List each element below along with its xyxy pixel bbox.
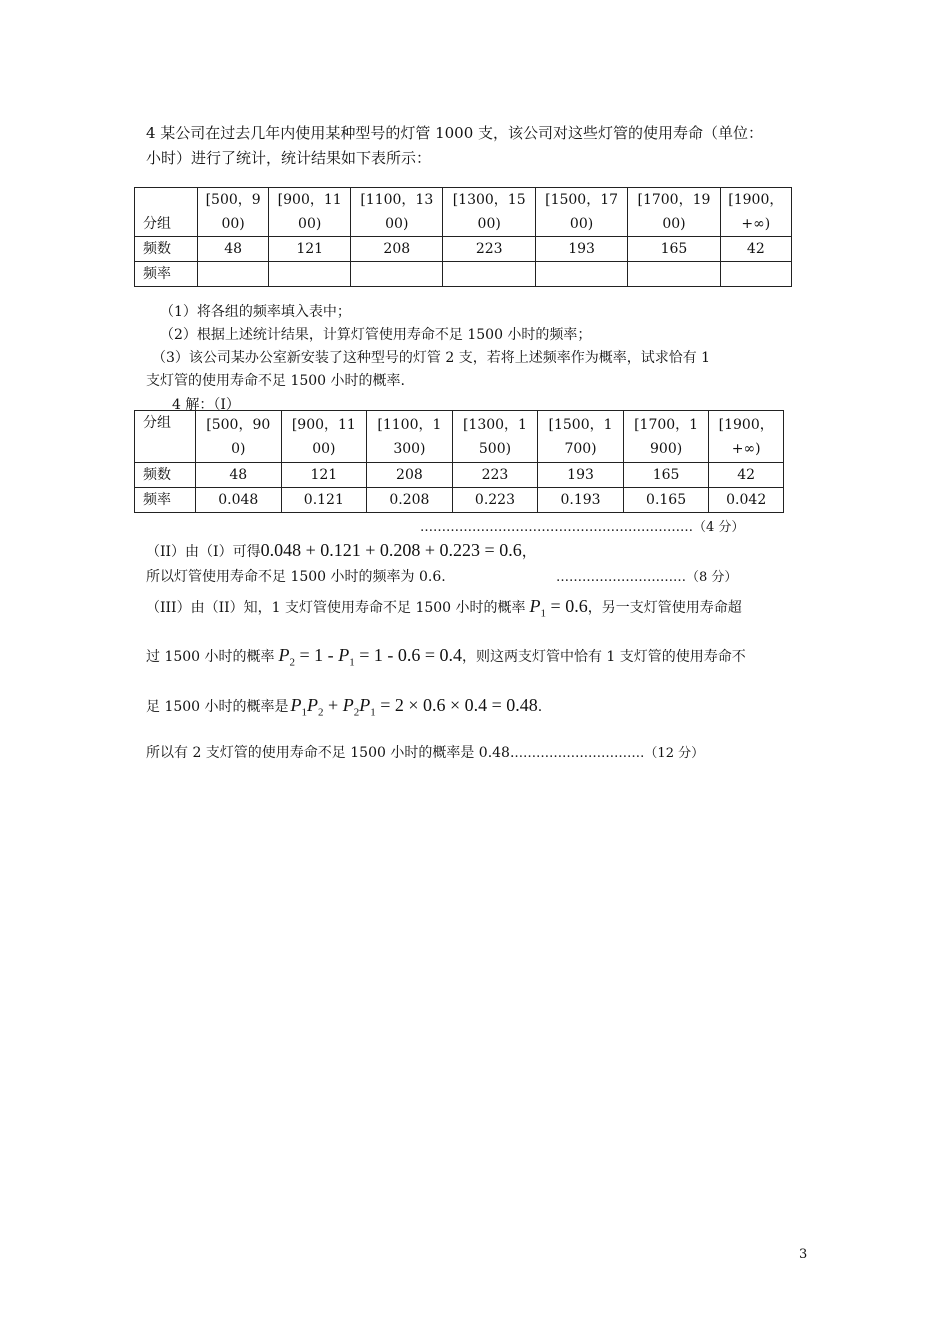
problem-table-header-label: 分组 xyxy=(135,188,198,237)
cell: 0.048 xyxy=(196,488,282,513)
problem-table-rate-row xyxy=(135,262,792,287)
solution-table-group: [1100，1 300) xyxy=(367,411,453,463)
cell: 0.165 xyxy=(623,488,709,513)
part3-line3-prefix: 足 1500 小时的概率是 xyxy=(146,699,289,715)
part3-p1-formula: $P_1 = 0.6$ xyxy=(529,596,588,620)
problem-table-group: [1700，19 00) xyxy=(628,188,720,237)
score-4: ………………………………………………………（4 分） xyxy=(420,520,745,535)
empty-cell xyxy=(628,262,720,287)
row-label: 频数 xyxy=(135,237,198,262)
empty-cell xyxy=(443,262,535,287)
problem-table xyxy=(134,187,792,287)
solution-table-group: [1700，1 900) xyxy=(623,411,709,463)
cell: 165 xyxy=(628,237,720,262)
part2-prefix: （II）由（I）可得 xyxy=(146,544,261,560)
score-12: …………………………（12 分） xyxy=(514,746,705,761)
problem-table-group: [500，9 00) xyxy=(198,188,269,237)
part3-line3-suffix: . xyxy=(537,699,543,715)
problem-table-group: [900，11 00) xyxy=(269,188,351,237)
solution-table-rate-row xyxy=(135,488,784,513)
part3-line3 xyxy=(146,695,542,719)
cell: 121 xyxy=(269,237,351,262)
solution-table-group: [900，11 00) xyxy=(281,411,367,463)
part3-line2 xyxy=(146,645,746,669)
part3-line1 xyxy=(146,596,742,620)
part3-line2-formula: $P_2 = 1 - P_1 = 1 - 0.6 = 0.4$ xyxy=(278,645,462,669)
cell: 0.042 xyxy=(709,488,784,513)
row-label: 频率 xyxy=(135,262,198,287)
solution-table-group: [500，90 0) xyxy=(196,411,282,463)
empty-cell xyxy=(720,262,791,287)
problem-intro-line1: 4 某公司在过去几年内使用某种型号的灯管 1000 支，该公司对这些灯管的使用寿命（单位： xyxy=(146,124,764,142)
empty-cell xyxy=(535,262,627,287)
part2-formula: 0.048 + 0.121 + 0.208 + 0.223 = 0.6 xyxy=(260,540,522,560)
cell: 223 xyxy=(443,237,535,262)
score-8: …………………………（8 分） xyxy=(556,570,738,585)
conclusion-text: 所以有 2 支灯管的使用寿命不足 1500 小时的概率是 0.48. xyxy=(146,745,515,761)
cell: 0.193 xyxy=(538,488,624,513)
question-1: （1）将各组的频率填入表中； xyxy=(160,304,351,320)
part3-line1-suffix: ，另一支灯管使用寿命超 xyxy=(587,600,742,616)
problem-table-group-row xyxy=(135,188,792,237)
part2-line2: 所以灯管使用寿命不足 1500 小时的频率为 0.6. xyxy=(146,569,446,585)
cell: 0.208 xyxy=(367,488,453,513)
cell: 42 xyxy=(709,463,784,488)
part2-line1 xyxy=(146,540,537,561)
empty-cell xyxy=(269,262,351,287)
solution-table-group: [1500，1 700) xyxy=(538,411,624,463)
part3-line2-suffix: ，则这两支灯管中恰有 1 支灯管的使用寿命不 xyxy=(461,649,746,665)
solution-table xyxy=(134,410,784,513)
question-3-line2: 支灯管的使用寿命不足 1500 小时的概率. xyxy=(146,373,405,389)
question-3-line1: （3）该公司某办公室新安装了这种型号的灯管 2 支，若将上述频率作为概率，试求恰有 1 xyxy=(152,350,711,366)
problem-intro-line2: 小时）进行了统计，统计结果如下表所示： xyxy=(146,149,432,167)
solution-heading: 4 解：（I） xyxy=(172,397,240,413)
page-number: 3 xyxy=(799,1247,808,1262)
empty-cell xyxy=(198,262,269,287)
solution-table-group: [1900， +∞) xyxy=(709,411,784,463)
part3-line3-formula: $P_1P_2 + P_2P_1 = 2 \times 0.6 \times 0.4 = 0.48$ xyxy=(290,695,538,719)
cell: 121 xyxy=(281,463,367,488)
cell: 208 xyxy=(367,463,453,488)
cell: 0.223 xyxy=(452,488,538,513)
question-2: （2）根据上述统计结果，计算灯管使用寿命不足 1500 小时的频率； xyxy=(160,327,592,343)
cell: 193 xyxy=(535,237,627,262)
cell: 223 xyxy=(452,463,538,488)
part2-suffix: ， xyxy=(521,542,537,560)
cell: 165 xyxy=(623,463,709,488)
row-label: 频率 xyxy=(135,488,196,513)
empty-cell xyxy=(351,262,443,287)
cell: 193 xyxy=(538,463,624,488)
conclusion xyxy=(146,742,704,762)
problem-table-group: [1900， +∞) xyxy=(720,188,791,237)
part3-line1-prefix: （III）由（II）知，1 支灯管使用寿命不足 1500 小时的概率 xyxy=(146,600,526,616)
cell: 208 xyxy=(351,237,443,262)
solution-table-header-label: 分组 xyxy=(135,411,196,463)
cell: 0.121 xyxy=(281,488,367,513)
problem-table-group: [1500，17 00) xyxy=(535,188,627,237)
part3-line2-prefix: 过 1500 小时的概率 xyxy=(146,649,275,665)
solution-table-frequency-row xyxy=(135,463,784,488)
problem-table-frequency-row xyxy=(135,237,792,262)
cell: 42 xyxy=(720,237,791,262)
row-label: 频数 xyxy=(135,463,196,488)
cell: 48 xyxy=(196,463,282,488)
problem-table-group: [1300，15 00) xyxy=(443,188,535,237)
problem-table-group: [1100，13 00) xyxy=(351,188,443,237)
solution-table-group: [1300，1 500) xyxy=(452,411,538,463)
cell: 48 xyxy=(198,237,269,262)
solution-table-group-row xyxy=(135,411,784,463)
